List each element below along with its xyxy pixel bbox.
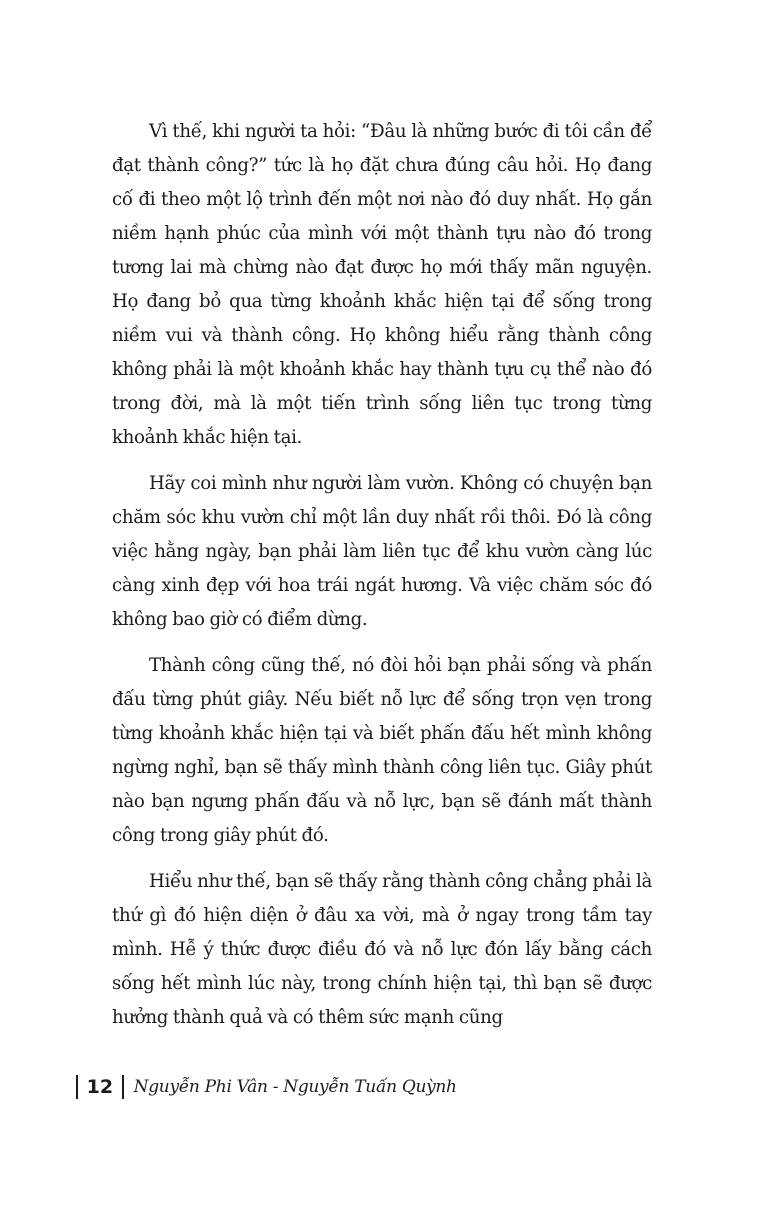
book-page-body (112, 115, 652, 1047)
page-number: 12 (86, 1076, 114, 1098)
paragraph-4: Hiểu như thế, bạn sẽ thấy rằng thành công chẳng phải là thứ gì đó hiện diện ở đâu xa vời, mà ở ngay trong tầm tay mình. Hễ ý thức được điều đó và nỗ lực đón lấy bằng cách sống hết mình lúc này, trong chính hiện tại, thì bạn sẽ được hưởng thành quả và có thêm sức mạnh cũng (112, 871, 652, 1028)
footer-authors: Nguyễn Phi Vân - Nguyễn Tuấn Quỳnh (133, 1077, 457, 1097)
paragraph-2: Hãy coi mình như người làm vườn. Không có chuyện bạn chăm sóc khu vườn chỉ một lần duy nhất rồi thôi. Đó là công việc hằng ngày, bạn phải làm liên tục để khu vườn càng lúc càng xinh đẹp với hoa trái ngát hương. Và việc chăm sóc đó không bao giờ có điểm dừng. (112, 473, 652, 630)
paragraph-1: Vì thế, khi người ta hỏi: “Đâu là những bước đi tôi cần để đạt thành công?” tức là họ đặt chưa đúng câu hỏi. Họ đang cố đi theo một lộ trình đến một nơi nào đó duy nhất. Họ gắn niềm hạnh phúc của mình với một thành tựu nào đó trong tương lai mà chừng nào đạt được họ mới thấy mãn nguyện. Họ đang bỏ qua từng khoảnh khắc hiện tại để sống trong niềm vui và thành công. Họ không hiểu rằng thành công không phải là một khoảnh khắc hay thành tựu cụ thể nào đó trong đời, mà là một tiến trình sống liên tục trong từng khoảnh khắc hiện tại. (112, 121, 652, 448)
paragraph-3: Thành công cũng thế, nó đòi hỏi bạn phải sống và phấn đấu từng phút giây. Nếu biết nỗ lực để sống trọn vẹn trong từng khoảnh khắc hiện tại và biết phấn đấu hết mình không ngừng nghỉ, bạn sẽ thấy mình thành công liên tục. Giây phút nào bạn ngưng phấn đấu và nỗ lực, bạn sẽ đánh mất thành công trong giây phút đó. (112, 655, 652, 846)
page-footer (76, 1072, 457, 1102)
